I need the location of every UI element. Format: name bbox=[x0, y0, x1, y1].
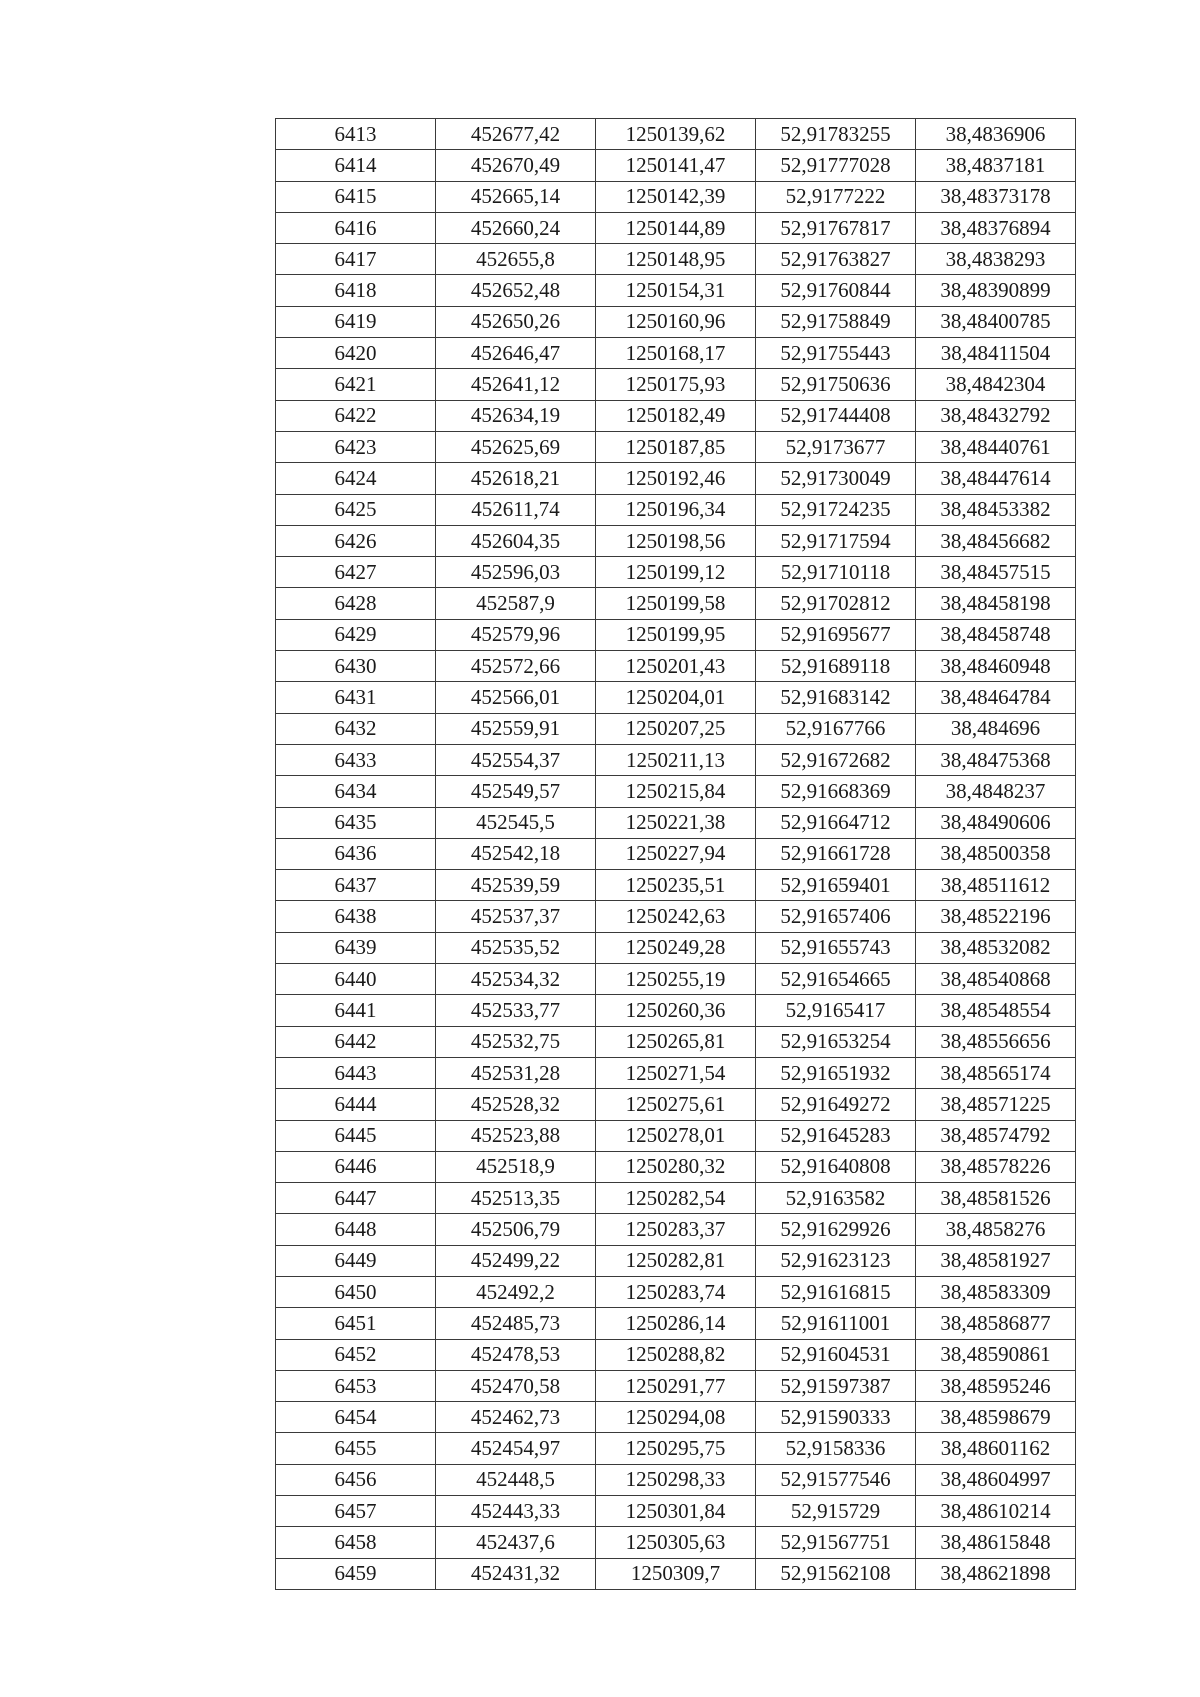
table-row bbox=[276, 1276, 1076, 1307]
latitude-cell: 52,91577546 bbox=[756, 1464, 916, 1495]
table-row bbox=[276, 1402, 1076, 1433]
longitude-cell: 38,48376894 bbox=[916, 212, 1076, 243]
longitude-cell: 38,4842304 bbox=[916, 369, 1076, 400]
latitude-cell: 52,91611001 bbox=[756, 1308, 916, 1339]
y-coordinate-cell: 1250199,12 bbox=[596, 557, 756, 588]
point-number-cell: 6455 bbox=[276, 1433, 436, 1464]
y-coordinate-cell: 1250192,46 bbox=[596, 463, 756, 494]
latitude-cell: 52,91616815 bbox=[756, 1276, 916, 1307]
longitude-cell: 38,48548554 bbox=[916, 995, 1076, 1026]
point-number-cell: 6448 bbox=[276, 1214, 436, 1245]
y-coordinate-cell: 1250199,58 bbox=[596, 588, 756, 619]
point-number-cell: 6434 bbox=[276, 776, 436, 807]
x-coordinate-cell: 452655,8 bbox=[436, 244, 596, 275]
latitude-cell: 52,91649272 bbox=[756, 1089, 916, 1120]
table-row bbox=[276, 776, 1076, 807]
latitude-cell: 52,9158336 bbox=[756, 1433, 916, 1464]
longitude-cell: 38,48447614 bbox=[916, 463, 1076, 494]
x-coordinate-cell: 452545,5 bbox=[436, 807, 596, 838]
y-coordinate-cell: 1250160,96 bbox=[596, 306, 756, 337]
y-coordinate-cell: 1250144,89 bbox=[596, 212, 756, 243]
point-number-cell: 6424 bbox=[276, 463, 436, 494]
table-row bbox=[276, 1464, 1076, 1495]
table-row bbox=[276, 1057, 1076, 1088]
longitude-cell: 38,48456682 bbox=[916, 525, 1076, 556]
longitude-cell: 38,48571225 bbox=[916, 1089, 1076, 1120]
x-coordinate-cell: 452485,73 bbox=[436, 1308, 596, 1339]
table-row bbox=[276, 1558, 1076, 1589]
latitude-cell: 52,91730049 bbox=[756, 463, 916, 494]
point-number-cell: 6423 bbox=[276, 431, 436, 462]
y-coordinate-cell: 1250249,28 bbox=[596, 932, 756, 963]
table-row bbox=[276, 1183, 1076, 1214]
x-coordinate-cell: 452641,12 bbox=[436, 369, 596, 400]
x-coordinate-cell: 452650,26 bbox=[436, 306, 596, 337]
y-coordinate-cell: 1250154,31 bbox=[596, 275, 756, 306]
x-coordinate-cell: 452523,88 bbox=[436, 1120, 596, 1151]
point-number-cell: 6443 bbox=[276, 1057, 436, 1088]
table-row bbox=[276, 369, 1076, 400]
x-coordinate-cell: 452454,97 bbox=[436, 1433, 596, 1464]
y-coordinate-cell: 1250295,75 bbox=[596, 1433, 756, 1464]
latitude-cell: 52,91758849 bbox=[756, 306, 916, 337]
longitude-cell: 38,48540868 bbox=[916, 964, 1076, 995]
y-coordinate-cell: 1250280,32 bbox=[596, 1151, 756, 1182]
point-number-cell: 6417 bbox=[276, 244, 436, 275]
x-coordinate-cell: 452528,32 bbox=[436, 1089, 596, 1120]
latitude-cell: 52,91683142 bbox=[756, 682, 916, 713]
x-coordinate-cell: 452646,47 bbox=[436, 338, 596, 369]
x-coordinate-cell: 452660,24 bbox=[436, 212, 596, 243]
table-row bbox=[276, 682, 1076, 713]
longitude-cell: 38,4848237 bbox=[916, 776, 1076, 807]
latitude-cell: 52,91689118 bbox=[756, 651, 916, 682]
latitude-cell: 52,91763827 bbox=[756, 244, 916, 275]
longitude-cell: 38,48390899 bbox=[916, 275, 1076, 306]
point-number-cell: 6428 bbox=[276, 588, 436, 619]
longitude-cell: 38,48460948 bbox=[916, 651, 1076, 682]
table-row bbox=[276, 870, 1076, 901]
table-row bbox=[276, 1089, 1076, 1120]
y-coordinate-cell: 1250182,49 bbox=[596, 400, 756, 431]
longitude-cell: 38,48583309 bbox=[916, 1276, 1076, 1307]
x-coordinate-cell: 452532,75 bbox=[436, 1026, 596, 1057]
latitude-cell: 52,91653254 bbox=[756, 1026, 916, 1057]
latitude-cell: 52,91567751 bbox=[756, 1527, 916, 1558]
x-coordinate-cell: 452670,49 bbox=[436, 150, 596, 181]
latitude-cell: 52,91562108 bbox=[756, 1558, 916, 1589]
x-coordinate-cell: 452506,79 bbox=[436, 1214, 596, 1245]
longitude-cell: 38,48500358 bbox=[916, 838, 1076, 869]
latitude-cell: 52,91760844 bbox=[756, 275, 916, 306]
y-coordinate-cell: 1250265,81 bbox=[596, 1026, 756, 1057]
longitude-cell: 38,48598679 bbox=[916, 1402, 1076, 1433]
table-row bbox=[276, 463, 1076, 494]
longitude-cell: 38,48432792 bbox=[916, 400, 1076, 431]
table-row bbox=[276, 901, 1076, 932]
y-coordinate-cell: 1250142,39 bbox=[596, 181, 756, 212]
latitude-cell: 52,91654665 bbox=[756, 964, 916, 995]
table-row bbox=[276, 1308, 1076, 1339]
point-number-cell: 6459 bbox=[276, 1558, 436, 1589]
longitude-cell: 38,48581526 bbox=[916, 1183, 1076, 1214]
point-number-cell: 6439 bbox=[276, 932, 436, 963]
point-number-cell: 6432 bbox=[276, 713, 436, 744]
y-coordinate-cell: 1250271,54 bbox=[596, 1057, 756, 1088]
y-coordinate-cell: 1250141,47 bbox=[596, 150, 756, 181]
latitude-cell: 52,9173677 bbox=[756, 431, 916, 462]
y-coordinate-cell: 1250198,56 bbox=[596, 525, 756, 556]
y-coordinate-cell: 1250221,38 bbox=[596, 807, 756, 838]
latitude-cell: 52,91668369 bbox=[756, 776, 916, 807]
x-coordinate-cell: 452431,32 bbox=[436, 1558, 596, 1589]
latitude-cell: 52,91672682 bbox=[756, 744, 916, 775]
point-number-cell: 6457 bbox=[276, 1496, 436, 1527]
x-coordinate-cell: 452677,42 bbox=[436, 119, 596, 150]
point-number-cell: 6418 bbox=[276, 275, 436, 306]
x-coordinate-cell: 452534,32 bbox=[436, 964, 596, 995]
longitude-cell: 38,48475368 bbox=[916, 744, 1076, 775]
table-row bbox=[276, 431, 1076, 462]
coordinates-table-body bbox=[276, 119, 1076, 1590]
x-coordinate-cell: 452537,37 bbox=[436, 901, 596, 932]
point-number-cell: 6427 bbox=[276, 557, 436, 588]
latitude-cell: 52,91640808 bbox=[756, 1151, 916, 1182]
point-number-cell: 6453 bbox=[276, 1370, 436, 1401]
table-row bbox=[276, 744, 1076, 775]
latitude-cell: 52,91777028 bbox=[756, 150, 916, 181]
point-number-cell: 6441 bbox=[276, 995, 436, 1026]
x-coordinate-cell: 452478,53 bbox=[436, 1339, 596, 1370]
table-row bbox=[276, 1339, 1076, 1370]
point-number-cell: 6444 bbox=[276, 1089, 436, 1120]
table-row bbox=[276, 1496, 1076, 1527]
y-coordinate-cell: 1250211,13 bbox=[596, 744, 756, 775]
point-number-cell: 6420 bbox=[276, 338, 436, 369]
point-number-cell: 6449 bbox=[276, 1245, 436, 1276]
table-row bbox=[276, 181, 1076, 212]
table-row bbox=[276, 932, 1076, 963]
point-number-cell: 6419 bbox=[276, 306, 436, 337]
latitude-cell: 52,91597387 bbox=[756, 1370, 916, 1401]
x-coordinate-cell: 452518,9 bbox=[436, 1151, 596, 1182]
longitude-cell: 38,48595246 bbox=[916, 1370, 1076, 1401]
table-row bbox=[276, 807, 1076, 838]
table-row bbox=[276, 1527, 1076, 1558]
point-number-cell: 6456 bbox=[276, 1464, 436, 1495]
latitude-cell: 52,91661728 bbox=[756, 838, 916, 869]
latitude-cell: 52,91590333 bbox=[756, 1402, 916, 1433]
x-coordinate-cell: 452513,35 bbox=[436, 1183, 596, 1214]
point-number-cell: 6435 bbox=[276, 807, 436, 838]
latitude-cell: 52,91645283 bbox=[756, 1120, 916, 1151]
y-coordinate-cell: 1250204,01 bbox=[596, 682, 756, 713]
x-coordinate-cell: 452596,03 bbox=[436, 557, 596, 588]
table-row bbox=[276, 619, 1076, 650]
point-number-cell: 6429 bbox=[276, 619, 436, 650]
table-row bbox=[276, 651, 1076, 682]
x-coordinate-cell: 452531,28 bbox=[436, 1057, 596, 1088]
point-number-cell: 6433 bbox=[276, 744, 436, 775]
table-row bbox=[276, 150, 1076, 181]
latitude-cell: 52,91724235 bbox=[756, 494, 916, 525]
latitude-cell: 52,91655743 bbox=[756, 932, 916, 963]
y-coordinate-cell: 1250283,37 bbox=[596, 1214, 756, 1245]
x-coordinate-cell: 452652,48 bbox=[436, 275, 596, 306]
latitude-cell: 52,9165417 bbox=[756, 995, 916, 1026]
y-coordinate-cell: 1250168,17 bbox=[596, 338, 756, 369]
longitude-cell: 38,48490606 bbox=[916, 807, 1076, 838]
table-row bbox=[276, 1151, 1076, 1182]
longitude-cell: 38,48457515 bbox=[916, 557, 1076, 588]
longitude-cell: 38,48621898 bbox=[916, 1558, 1076, 1589]
longitude-cell: 38,4838293 bbox=[916, 244, 1076, 275]
y-coordinate-cell: 1250301,84 bbox=[596, 1496, 756, 1527]
table-row bbox=[276, 588, 1076, 619]
y-coordinate-cell: 1250227,94 bbox=[596, 838, 756, 869]
table-row bbox=[276, 338, 1076, 369]
point-number-cell: 6452 bbox=[276, 1339, 436, 1370]
y-coordinate-cell: 1250294,08 bbox=[596, 1402, 756, 1433]
y-coordinate-cell: 1250235,51 bbox=[596, 870, 756, 901]
longitude-cell: 38,48581927 bbox=[916, 1245, 1076, 1276]
y-coordinate-cell: 1250255,19 bbox=[596, 964, 756, 995]
point-number-cell: 6458 bbox=[276, 1527, 436, 1558]
table-row bbox=[276, 1370, 1076, 1401]
longitude-cell: 38,48400785 bbox=[916, 306, 1076, 337]
point-number-cell: 6430 bbox=[276, 651, 436, 682]
y-coordinate-cell: 1250298,33 bbox=[596, 1464, 756, 1495]
point-number-cell: 6446 bbox=[276, 1151, 436, 1182]
y-coordinate-cell: 1250278,01 bbox=[596, 1120, 756, 1151]
longitude-cell: 38,48601162 bbox=[916, 1433, 1076, 1464]
table-row bbox=[276, 1120, 1076, 1151]
longitude-cell: 38,48586877 bbox=[916, 1308, 1076, 1339]
point-number-cell: 6422 bbox=[276, 400, 436, 431]
x-coordinate-cell: 452492,2 bbox=[436, 1276, 596, 1307]
longitude-cell: 38,48556656 bbox=[916, 1026, 1076, 1057]
table-row bbox=[276, 306, 1076, 337]
x-coordinate-cell: 452542,18 bbox=[436, 838, 596, 869]
y-coordinate-cell: 1250275,61 bbox=[596, 1089, 756, 1120]
longitude-cell: 38,4837181 bbox=[916, 150, 1076, 181]
latitude-cell: 52,91657406 bbox=[756, 901, 916, 932]
point-number-cell: 6445 bbox=[276, 1120, 436, 1151]
coordinates-table bbox=[275, 118, 1076, 1590]
x-coordinate-cell: 452533,77 bbox=[436, 995, 596, 1026]
table-row bbox=[276, 244, 1076, 275]
y-coordinate-cell: 1250175,93 bbox=[596, 369, 756, 400]
table-row bbox=[276, 212, 1076, 243]
x-coordinate-cell: 452625,69 bbox=[436, 431, 596, 462]
point-number-cell: 6413 bbox=[276, 119, 436, 150]
longitude-cell: 38,48578226 bbox=[916, 1151, 1076, 1182]
longitude-cell: 38,48458198 bbox=[916, 588, 1076, 619]
latitude-cell: 52,9177222 bbox=[756, 181, 916, 212]
latitude-cell: 52,91755443 bbox=[756, 338, 916, 369]
x-coordinate-cell: 452470,58 bbox=[436, 1370, 596, 1401]
longitude-cell: 38,48610214 bbox=[916, 1496, 1076, 1527]
point-number-cell: 6451 bbox=[276, 1308, 436, 1339]
x-coordinate-cell: 452554,37 bbox=[436, 744, 596, 775]
point-number-cell: 6454 bbox=[276, 1402, 436, 1433]
x-coordinate-cell: 452579,96 bbox=[436, 619, 596, 650]
y-coordinate-cell: 1250260,36 bbox=[596, 995, 756, 1026]
point-number-cell: 6431 bbox=[276, 682, 436, 713]
y-coordinate-cell: 1250196,34 bbox=[596, 494, 756, 525]
table-row bbox=[276, 838, 1076, 869]
latitude-cell: 52,91783255 bbox=[756, 119, 916, 150]
table-row bbox=[276, 119, 1076, 150]
longitude-cell: 38,484696 bbox=[916, 713, 1076, 744]
point-number-cell: 6447 bbox=[276, 1183, 436, 1214]
y-coordinate-cell: 1250215,84 bbox=[596, 776, 756, 807]
latitude-cell: 52,91767817 bbox=[756, 212, 916, 243]
x-coordinate-cell: 452604,35 bbox=[436, 525, 596, 556]
point-number-cell: 6425 bbox=[276, 494, 436, 525]
longitude-cell: 38,48590861 bbox=[916, 1339, 1076, 1370]
x-coordinate-cell: 452566,01 bbox=[436, 682, 596, 713]
y-coordinate-cell: 1250286,14 bbox=[596, 1308, 756, 1339]
latitude-cell: 52,91659401 bbox=[756, 870, 916, 901]
table-row bbox=[276, 1214, 1076, 1245]
latitude-cell: 52,91717594 bbox=[756, 525, 916, 556]
longitude-cell: 38,48511612 bbox=[916, 870, 1076, 901]
y-coordinate-cell: 1250291,77 bbox=[596, 1370, 756, 1401]
x-coordinate-cell: 452539,59 bbox=[436, 870, 596, 901]
table-row bbox=[276, 713, 1076, 744]
point-number-cell: 6438 bbox=[276, 901, 436, 932]
table-row bbox=[276, 494, 1076, 525]
table-row bbox=[276, 1433, 1076, 1464]
table-row bbox=[276, 1026, 1076, 1057]
latitude-cell: 52,91604531 bbox=[756, 1339, 916, 1370]
point-number-cell: 6426 bbox=[276, 525, 436, 556]
longitude-cell: 38,48532082 bbox=[916, 932, 1076, 963]
longitude-cell: 38,48464784 bbox=[916, 682, 1076, 713]
longitude-cell: 38,48440761 bbox=[916, 431, 1076, 462]
y-coordinate-cell: 1250305,63 bbox=[596, 1527, 756, 1558]
longitude-cell: 38,48522196 bbox=[916, 901, 1076, 932]
x-coordinate-cell: 452462,73 bbox=[436, 1402, 596, 1433]
x-coordinate-cell: 452549,57 bbox=[436, 776, 596, 807]
y-coordinate-cell: 1250207,25 bbox=[596, 713, 756, 744]
x-coordinate-cell: 452634,19 bbox=[436, 400, 596, 431]
y-coordinate-cell: 1250201,43 bbox=[596, 651, 756, 682]
table-row bbox=[276, 995, 1076, 1026]
longitude-cell: 38,48604997 bbox=[916, 1464, 1076, 1495]
latitude-cell: 52,9167766 bbox=[756, 713, 916, 744]
table-row bbox=[276, 525, 1076, 556]
longitude-cell: 38,48615848 bbox=[916, 1527, 1076, 1558]
y-coordinate-cell: 1250283,74 bbox=[596, 1276, 756, 1307]
latitude-cell: 52,91623123 bbox=[756, 1245, 916, 1276]
latitude-cell: 52,91651932 bbox=[756, 1057, 916, 1088]
y-coordinate-cell: 1250288,82 bbox=[596, 1339, 756, 1370]
longitude-cell: 38,4836906 bbox=[916, 119, 1076, 150]
y-coordinate-cell: 1250282,81 bbox=[596, 1245, 756, 1276]
point-number-cell: 6437 bbox=[276, 870, 436, 901]
x-coordinate-cell: 452587,9 bbox=[436, 588, 596, 619]
longitude-cell: 38,48574792 bbox=[916, 1120, 1076, 1151]
latitude-cell: 52,91744408 bbox=[756, 400, 916, 431]
x-coordinate-cell: 452665,14 bbox=[436, 181, 596, 212]
longitude-cell: 38,48458748 bbox=[916, 619, 1076, 650]
point-number-cell: 6442 bbox=[276, 1026, 436, 1057]
latitude-cell: 52,91664712 bbox=[756, 807, 916, 838]
y-coordinate-cell: 1250309,7 bbox=[596, 1558, 756, 1589]
point-number-cell: 6450 bbox=[276, 1276, 436, 1307]
x-coordinate-cell: 452448,5 bbox=[436, 1464, 596, 1495]
x-coordinate-cell: 452618,21 bbox=[436, 463, 596, 494]
table-row bbox=[276, 557, 1076, 588]
table-row bbox=[276, 964, 1076, 995]
longitude-cell: 38,48373178 bbox=[916, 181, 1076, 212]
point-number-cell: 6436 bbox=[276, 838, 436, 869]
x-coordinate-cell: 452559,91 bbox=[436, 713, 596, 744]
latitude-cell: 52,91695677 bbox=[756, 619, 916, 650]
y-coordinate-cell: 1250148,95 bbox=[596, 244, 756, 275]
table-row bbox=[276, 275, 1076, 306]
y-coordinate-cell: 1250187,85 bbox=[596, 431, 756, 462]
table-row bbox=[276, 1245, 1076, 1276]
point-number-cell: 6421 bbox=[276, 369, 436, 400]
longitude-cell: 38,48411504 bbox=[916, 338, 1076, 369]
point-number-cell: 6440 bbox=[276, 964, 436, 995]
x-coordinate-cell: 452443,33 bbox=[436, 1496, 596, 1527]
x-coordinate-cell: 452535,52 bbox=[436, 932, 596, 963]
x-coordinate-cell: 452499,22 bbox=[436, 1245, 596, 1276]
point-number-cell: 6416 bbox=[276, 212, 436, 243]
x-coordinate-cell: 452572,66 bbox=[436, 651, 596, 682]
x-coordinate-cell: 452437,6 bbox=[436, 1527, 596, 1558]
latitude-cell: 52,915729 bbox=[756, 1496, 916, 1527]
latitude-cell: 52,91750636 bbox=[756, 369, 916, 400]
y-coordinate-cell: 1250199,95 bbox=[596, 619, 756, 650]
y-coordinate-cell: 1250242,63 bbox=[596, 901, 756, 932]
point-number-cell: 6415 bbox=[276, 181, 436, 212]
longitude-cell: 38,4858276 bbox=[916, 1214, 1076, 1245]
latitude-cell: 52,9163582 bbox=[756, 1183, 916, 1214]
y-coordinate-cell: 1250282,54 bbox=[596, 1183, 756, 1214]
latitude-cell: 52,91710118 bbox=[756, 557, 916, 588]
longitude-cell: 38,48565174 bbox=[916, 1057, 1076, 1088]
table-row bbox=[276, 400, 1076, 431]
x-coordinate-cell: 452611,74 bbox=[436, 494, 596, 525]
y-coordinate-cell: 1250139,62 bbox=[596, 119, 756, 150]
longitude-cell: 38,48453382 bbox=[916, 494, 1076, 525]
point-number-cell: 6414 bbox=[276, 150, 436, 181]
latitude-cell: 52,91629926 bbox=[756, 1214, 916, 1245]
latitude-cell: 52,91702812 bbox=[756, 588, 916, 619]
